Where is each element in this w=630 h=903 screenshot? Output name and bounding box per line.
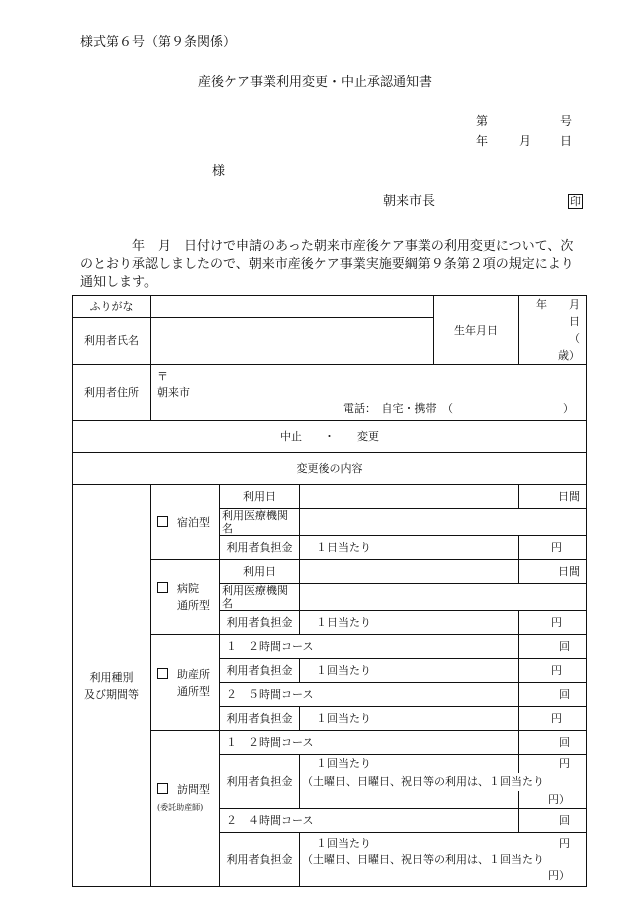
visit-yen-close-2: 円） bbox=[548, 868, 570, 882]
postal-mark: 〒 bbox=[157, 369, 168, 383]
visit-holiday-note-1: （土曜日、日曜日、祝日等の利用は、１回当たり bbox=[300, 773, 587, 791]
phone-line: 電話： 自宅・携帯 （ ） bbox=[343, 401, 574, 415]
document-title: 産後ケア事業利用変更・中止承認通知書 bbox=[197, 75, 432, 90]
day-type-checkbox[interactable] bbox=[157, 582, 168, 593]
stay-burden-label: 利用者負担金 bbox=[220, 536, 300, 560]
stay-institution-field[interactable] bbox=[300, 509, 587, 536]
day-per-day: １日当たり bbox=[300, 611, 519, 635]
midwife-burden-label-1: 利用者負担金 bbox=[220, 659, 300, 683]
issuer: 朝来市長 bbox=[383, 194, 436, 209]
day-use-days-field[interactable] bbox=[300, 560, 519, 584]
stay-use-days-field[interactable] bbox=[300, 485, 519, 509]
age-field: （ 歳） bbox=[558, 332, 624, 362]
stay-type-checkbox[interactable] bbox=[157, 516, 168, 527]
midwife-course5-times: 回 bbox=[519, 683, 587, 707]
visit-per-time-1: １回当たり bbox=[300, 755, 519, 773]
form-number: 様式第６号（第９条関係） bbox=[80, 35, 237, 50]
visit-course4-times: 回 bbox=[519, 809, 587, 833]
visit-per-time-2: １回当たり bbox=[316, 836, 371, 850]
stay-type-label: 宿泊型 bbox=[177, 515, 210, 529]
day-type-label: 病院 通所型 bbox=[177, 582, 210, 612]
visit-yen-close-1: 円） bbox=[519, 791, 587, 809]
visit-course2-times: 回 bbox=[519, 731, 587, 755]
midwife-course2-times: 回 bbox=[519, 635, 587, 659]
visit-type-note: (委託助産師) bbox=[157, 803, 204, 812]
furigana-label: ふりがな bbox=[73, 296, 151, 318]
address-label: 利用者住所 bbox=[73, 365, 151, 421]
day-burden-label: 利用者負担金 bbox=[220, 611, 300, 635]
after-change-heading: 変更後の内容 bbox=[73, 453, 587, 485]
visit-yen-2: 円 bbox=[559, 836, 570, 850]
midwife-course2: １ ２時間コース bbox=[220, 635, 519, 659]
visit-yen-1: 円 bbox=[519, 755, 587, 773]
number-go: 号 bbox=[560, 114, 573, 128]
user-name-field[interactable] bbox=[151, 317, 434, 364]
date-year: 年 bbox=[476, 134, 489, 148]
birth-ymd: 年 月 日 bbox=[536, 298, 602, 328]
day-institution-label: 利用医療機関名 bbox=[220, 584, 300, 611]
birthdate-label: 生年月日 bbox=[434, 296, 519, 365]
stay-use-days-label: 利用日 bbox=[220, 485, 300, 509]
category-label: 利用種別 及び期間等 bbox=[73, 485, 151, 887]
user-name-label: 利用者氏名 bbox=[73, 317, 151, 364]
stay-per-day: １日当たり bbox=[300, 536, 519, 560]
addressee-suffix: 様 bbox=[212, 164, 226, 179]
visit-course4: ２ ４時間コース bbox=[220, 809, 519, 833]
date-month: 月 bbox=[519, 134, 532, 148]
midwife-type-checkbox[interactable] bbox=[157, 668, 168, 679]
stay-institution-label: 利用医療機関名 bbox=[220, 509, 300, 536]
address-field[interactable] bbox=[151, 365, 587, 421]
midwife-type-label: 助産所 通所型 bbox=[177, 667, 210, 698]
date-day: 日 bbox=[560, 134, 573, 148]
day-use-days-label: 利用日 bbox=[220, 560, 300, 584]
visit-course2: １ ２時間コース bbox=[220, 731, 519, 755]
address-city: 朝来市 bbox=[157, 385, 190, 399]
visit-holiday-note-2: （土曜日、日曜日、祝日等の利用は、１回当たり bbox=[302, 852, 544, 866]
approval-form-table bbox=[72, 295, 624, 887]
midwife-burden-label-2: 利用者負担金 bbox=[220, 707, 300, 731]
midwife-per-time-2: １回当たり bbox=[300, 707, 519, 731]
visit-type-checkbox[interactable] bbox=[157, 783, 168, 794]
stay-yen-unit: 円 bbox=[519, 536, 587, 560]
birthdate-field[interactable] bbox=[519, 296, 624, 365]
furigana-field[interactable] bbox=[151, 296, 434, 318]
day-institution-field[interactable] bbox=[300, 584, 587, 611]
seal-mark: 印 bbox=[570, 195, 581, 208]
day-type-option[interactable] bbox=[151, 560, 220, 635]
midwife-course5: ２ ５時間コース bbox=[220, 683, 519, 707]
visit-burden-label-1: 利用者負担金 bbox=[220, 755, 300, 809]
stay-days-unit: 日間 bbox=[519, 485, 587, 509]
body-text: 年 月 日付けで申請のあった朝来市産後ケア事業の利用変更について、次のとおり承認しましたので、朝来市産後ケア事業実施要綱第９条第２項の規定により通知します。 bbox=[80, 239, 574, 290]
visit-type-option[interactable] bbox=[151, 731, 220, 887]
visit-burden-label-2: 利用者負担金 bbox=[220, 833, 300, 887]
stay-type-option[interactable] bbox=[151, 485, 220, 560]
visit-burden-detail-2 bbox=[300, 833, 587, 887]
day-days-unit: 日間 bbox=[519, 560, 587, 584]
midwife-per-time-1: １回当たり bbox=[300, 659, 519, 683]
midwife-yen-2: 円 bbox=[519, 707, 587, 731]
day-yen-unit: 円 bbox=[519, 611, 587, 635]
visit-type-label: 訪問型 bbox=[177, 783, 210, 796]
midwife-type-option[interactable] bbox=[151, 635, 220, 731]
number-dai: 第 bbox=[476, 114, 489, 128]
stop-change-choice[interactable]: 中止 ・ 変更 bbox=[73, 421, 587, 453]
midwife-yen-1: 円 bbox=[519, 659, 587, 683]
